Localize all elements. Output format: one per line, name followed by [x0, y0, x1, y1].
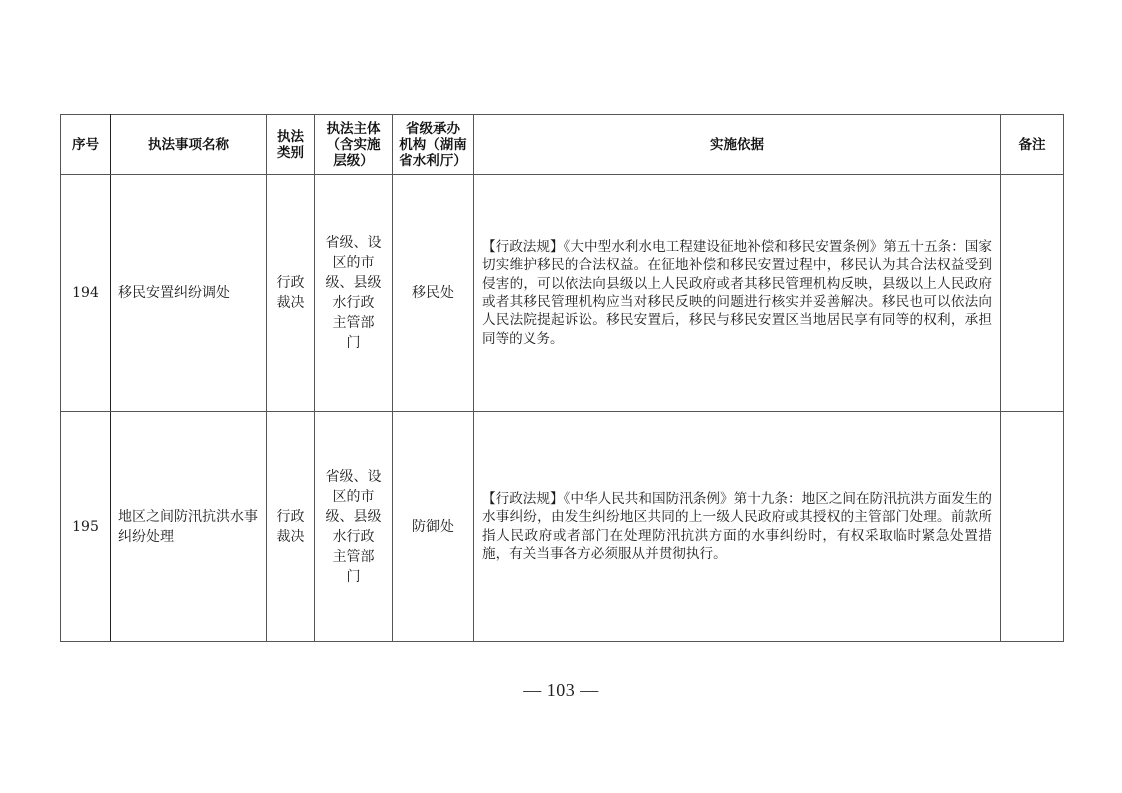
- header-provincial-org: 省级承办 机构（湖南 省水利厅）: [393, 115, 474, 175]
- header-category: 执法 类别: [267, 115, 315, 175]
- header-item-name: 执法事项名称: [111, 115, 267, 175]
- header-note: 备注: [1001, 115, 1064, 175]
- row-subject: 省级、设 区的市 级、县级 水行政 主管部 门: [315, 412, 393, 642]
- row-item-name: 移民安置纠纷调处: [111, 175, 267, 412]
- row-subject: 省级、设 区的市 级、县级 水行政 主管部 门: [315, 175, 393, 412]
- row-note: [1001, 175, 1064, 412]
- page-number: — 103 —: [523, 680, 599, 700]
- row-basis: 【行政法规】《中华人民共和国防汛条例》第十九条：地区之间在防汛抗洪方面发生的水事纠纷，由发生纠纷地区共同的上一级人民政府或其授权的主管部门处理。前款所指人民政府或者部门在处理防汛抗洪方面的水事纠纷时，有权采取临时紧急处置措施，有关当事各方必须服从并贯彻执行。: [474, 412, 1001, 642]
- row-item-name: 地区之间防汛抗洪水事纠纷处理: [111, 412, 267, 642]
- row-category: 行政 裁决: [267, 175, 315, 412]
- row-basis: 【行政法规】《大中型水利水电工程建设征地补偿和移民安置条例》第五十五条：国家切实维护移民的合法权益。在征地补偿和移民安置过程中，移民认为其合法权益受到侵害的，可以依法向县级以上人民政府或者其移民管理机构反映，县级以上人民政府或者其移民管理机构应当对移民反映的问题进行核实并妥善解决。移民也可以依法向人民法院提起诉讼。移民安置后，移民与移民安置区当地居民享有同等的权利，承担同等的义务。: [474, 175, 1001, 412]
- table-row: [61, 412, 1064, 642]
- header-subject: 执法主体 （含实施 层级）: [315, 115, 393, 175]
- row-seq: 195: [61, 412, 111, 642]
- row-provincial-org: 防御处: [393, 412, 474, 642]
- table-row: [61, 175, 1064, 412]
- row-category: 行政 裁决: [267, 412, 315, 642]
- header-basis: 实施依据: [474, 115, 1001, 175]
- row-provincial-org: 移民处: [393, 175, 474, 412]
- row-seq: 194: [61, 175, 111, 412]
- table-header-row: [61, 115, 1064, 175]
- row-note: [1001, 412, 1064, 642]
- enforcement-items-table: [60, 114, 1064, 642]
- header-seq: 序号: [61, 115, 111, 175]
